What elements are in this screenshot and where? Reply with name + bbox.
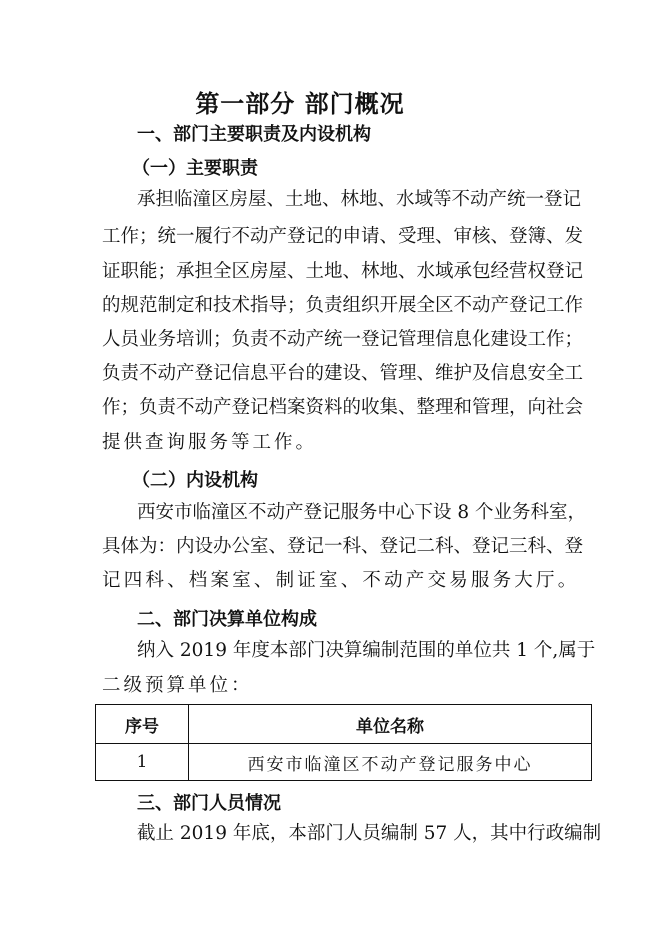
subsection-heading-duties: （一）主要职责 bbox=[132, 158, 258, 179]
paragraph-line: 的规范制定和技术指导；负责组织开展全区不动产登记工作 bbox=[102, 295, 584, 316]
paragraph-line: 承担临潼区房屋、土地、林地、水域等不动产统一登记 bbox=[137, 189, 582, 210]
unit-table bbox=[95, 704, 592, 781]
table-header-row bbox=[96, 705, 592, 744]
paragraph-line: 二级预算单位： bbox=[102, 675, 253, 696]
paragraph-line: 作；负责不动产登记档案资料的收集、整理和管理，向社会 bbox=[102, 397, 584, 418]
section-heading-2: 二、部门决算单位构成 bbox=[137, 609, 317, 630]
column-header-unit-name: 单位名称 bbox=[189, 705, 592, 744]
subsection-heading-departments: （二）内设机构 bbox=[132, 470, 258, 491]
paragraph-line: 截止 2019 年底，本部门人员编制 57 人，其中行政编制 bbox=[137, 823, 602, 844]
column-header-index: 序号 bbox=[96, 705, 189, 744]
cell-unit-name: 西安市临潼区不动产登记服务中心 bbox=[189, 744, 592, 781]
paragraph-line: 提供查询服务等工作。 bbox=[102, 432, 318, 453]
table-row bbox=[96, 744, 592, 781]
paragraph-line: 人员业务培训；负责不动产统一登记管理信息化建设工作； bbox=[102, 329, 584, 350]
paragraph-line: 工作；统一履行不动产登记的申请、受理、审核、登簿、发 bbox=[102, 226, 584, 247]
paragraph-line: 记四科、档案室、制证室、不动产交易服务大厅。 bbox=[102, 570, 580, 591]
paragraph-line: 证职能；承担全区房屋、土地、林地、水域承包经营权登记 bbox=[102, 261, 584, 282]
cell-index: 1 bbox=[96, 744, 189, 781]
paragraph-line: 西安市临潼区不动产登记服务中心下设 8 个业务科室， bbox=[137, 502, 587, 523]
paragraph-line: 纳入 2019 年度本部门决算编制范围的单位共 1 个,属于 bbox=[137, 640, 596, 661]
paragraph-line: 具体为：内设办公室、登记一科、登记二科、登记三科、登 bbox=[102, 536, 584, 557]
paragraph-line: 负责不动产登记信息平台的建设、管理、维护及信息安全工 bbox=[102, 363, 584, 384]
section-heading-1: 一、部门主要职责及内设机构 bbox=[137, 124, 371, 145]
section-heading-3: 三、部门人员情况 bbox=[137, 793, 281, 814]
page-title: 第一部分 部门概况 bbox=[195, 90, 405, 118]
